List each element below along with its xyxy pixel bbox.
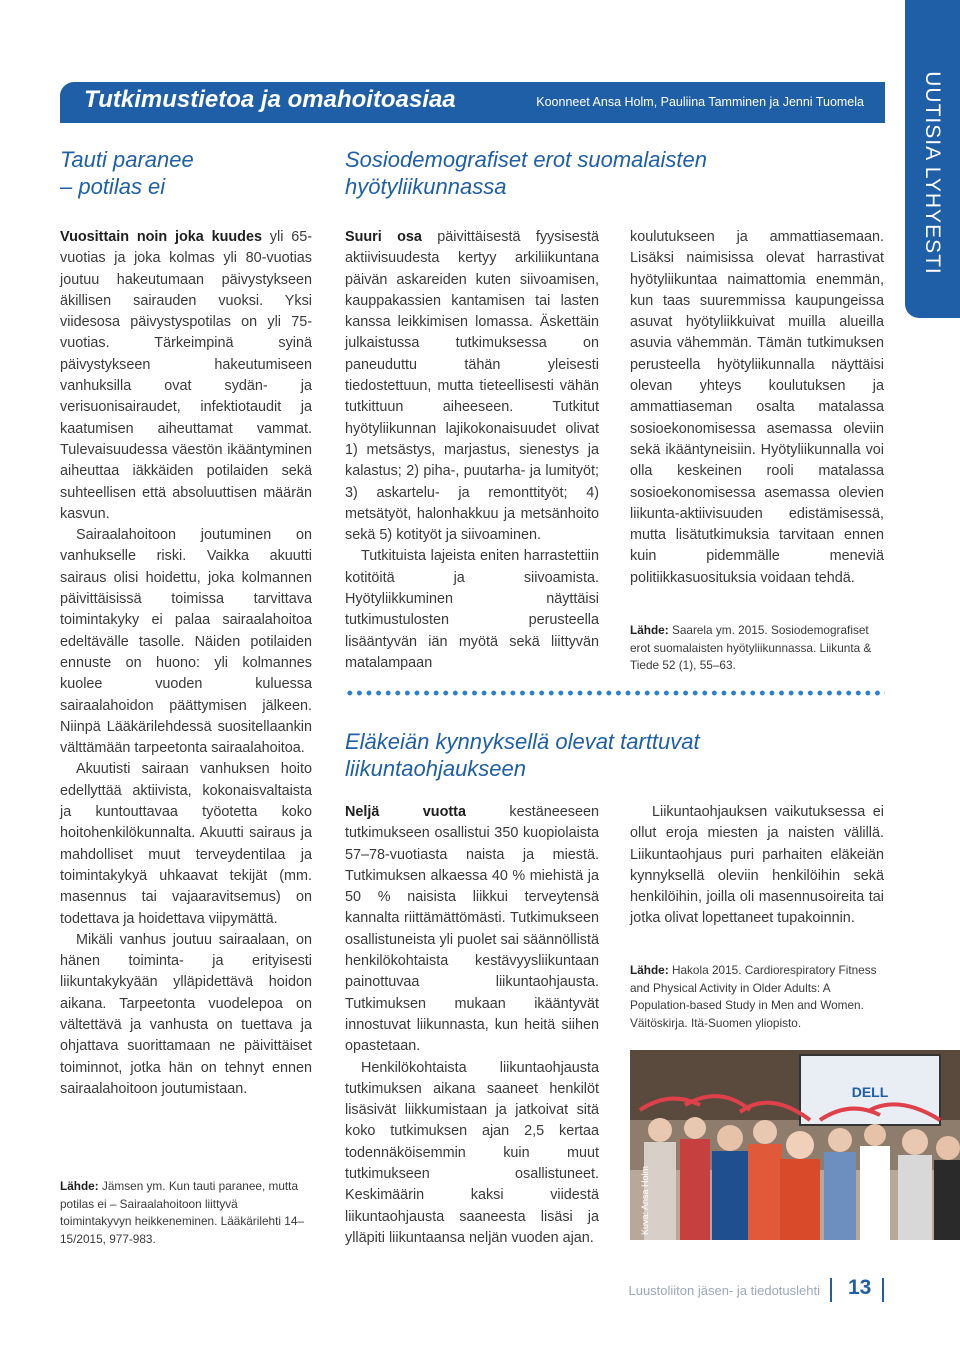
article1-paragraph3: Akuutisti sairaan vanhuksen hoito edellyttää aktiivista, kokonaisvaltaista ja kuntouttavaa työotetta koko hoitohenkilökunnalta. Akuutti sairaus ja mahdolliset muut terveydentilaa ja toimintakykyä uhkaavat tekijät (mm. masennus tai vajaaravitsemus) on todettava ja hoidettava viipymättä.: [60, 761, 312, 927]
article3-source-text: Hakola 2015. Cardiorespiratory Fitness and Physical Activity in Older Adults: A Population-based Study in Men and Women. Väitöskirja. Itä-Suomen yliopisto.: [630, 963, 877, 1030]
article3-source-label: Lähde:: [630, 963, 669, 977]
article1-heading: [60, 146, 194, 200]
dotted-divider: [345, 690, 885, 696]
article3-heading-line1: Eläkeiän kynnyksellä olevat tarttuvat: [345, 729, 700, 754]
article1-source: [60, 1178, 312, 1248]
article1-lead: Vuosittain noin joka kuudes: [60, 229, 262, 245]
footer-divider-right: [882, 1278, 884, 1302]
article1-paragraph2: Sairaalahoitoon joutuminen on vanhukselle riski. Vaikka akuutti sairaus olisi hoidettu, joka kolmannen päivittäisissä toimissa tarvittava toimintakyky ei palaa sairaalahoitoa edeltävälle tasolle. Näiden potilaiden ennuste on huono: yli kolmannes kuolee vuoden kuluessa sairaalahoidon päättymisen jälkeen. Niinpä Lääkärilehdessä suositellaankin välttämään tarpeetonta sairaalahoitoa.: [60, 527, 312, 757]
article2-heading-line2: hyötyliikunnassa: [345, 174, 507, 199]
article2-heading-line1: Sosiodemografiset erot suomalaisten: [345, 147, 707, 172]
article2-source-label: Lähde:: [630, 623, 669, 637]
publication-name: Luustoliiton jäsen- ja tiedotuslehti: [628, 1283, 820, 1298]
page-number: 13: [848, 1276, 872, 1299]
article1-heading-line1: Tauti paranee: [60, 147, 194, 172]
article2-body-left: [345, 227, 599, 674]
article2-paragraph1: päivittäisestä fyysisestä aktiivisuudesta kertyy arkiliikuntana päivän askareiden kuten siivoamisen, kauppakassien kantamisen tai lasten kanssa leikkimisen lomassa. Äskettäin julkaistussa tutkimuksessa on paneuduttu tähän yleisesti tiedostettuun, mutta tieteellisesti vähän tutkittuun aiheeseen. Tutkitut hyötyliikunnan lajikokonaisuudet olivat 1) metsästys, marjastus, sienestys ja kalastus; 2) piha-, puutarha- ja lumityöt; 3) askartelu- ja remonttityöt; 4) metsätyöt, halonhakkuu ja metsänhoito sekä 5) kotityöt ja siivoaminen.: [345, 229, 600, 544]
article2-paragraph3: koulutukseen ja ammattiasemaan. Lisäksi naimisissa olevat harrastivat hyötyliikuntaa naimattomia enemmän, kun taas suuremmissa kaupungeissa asuvat hyötyliikkuivat muilla alueilla asuvia vähemmän. Tämän tutkimuksen perusteella hyötyliikunnalla näyttäisi olevan yhteys koulutuksen ja ammattiaseman osalta matalassa sosioekonomisessa asemassa oleviin sekä ikääntyneisiin. Hyötyliikunnalla voi olla keskeinen rooli matalassa sosioekonomisessa asemassa olevien liikunta-aktiivisuuden edistämisessä, mutta lisätutkimuksia tarvitaan ennen kuin pidemmälle meneviä politiikkasuosituksia voidaan tehdä.: [630, 229, 884, 586]
article3-heading: [345, 728, 700, 782]
article2-heading: [345, 146, 707, 200]
photo-credit: Kuva: Ansa Holm: [640, 1165, 650, 1235]
article3-heading-line2: liikuntaohjaukseen: [345, 756, 527, 781]
exercise-photo: [630, 1050, 960, 1240]
article3-paragraph1: kestäneeseen tutkimukseen osallistui 350 kuopiolaista 57–78-vuotiasta naista ja miestä. Tutkimuksen alkaessa 40 % miehistä ja 50 % naisista liikkui terveytensä kannalta riittämättömästi. Tutkimukseen osallistuneista yli puolet sai säännöllistä henkilökohtaista kestävyysliikuntaan painottuvaa liikuntaohjausta. Tutkimuksen mukaan ikääntyvät innostuvat liikunnasta, kun heitä siihen opastetaan.: [345, 804, 599, 1055]
article3-paragraph2: Henkilökohtaista liikuntaohjausta tutkimuksen aikana saaneet henkilöt lisäsivät liikkumistaan ja jatkoivat sitä koko tutkimuksen ajan 2,5 kertaa todennäköisemmin kuin muut tutkimukseen osallistuneet. Keskimäärin kaksi viidestä liikuntaohjausta saaneesta lisäsi ja ylläpiti liikuntaansa neljän vuoden ajan.: [345, 1059, 599, 1246]
section-title: Tutkimustietoa ja omahoitoasiaa: [84, 86, 456, 113]
side-tab-label: UUTISIA LYHYESTI: [921, 71, 944, 275]
article2-source-text: Saarela ym. 2015. Sosiodemografiset erot suomalaisten hyötyliikunnassa. Liikunta & Tiede 52 (1), 55–63.: [630, 623, 872, 673]
article1-source-text: Jämsen ym. Kun tauti paranee, mutta potilas ei – Sairaalahoitoon liittyvä toimintakyvyn heikkeneminen. Lääkärilehti 14–15/2015, 977-983.: [60, 1179, 304, 1246]
article3-body-left: [345, 802, 599, 1249]
article3-source: [630, 962, 886, 1032]
article1-paragraph1: yli 65-vuotias ja joka kolmas yli 80-vuotias joutuu hakeutumaan päivystykseen äkillisen sairauden vuoksi. Yksi viidesosa päivystyspotilas on yli 75-vuotias. Tärkeimpinä syinä päivystykseen hakeutumiseen vanhuksilla ovat sydän- ja verisuonisairaudet, infektiotaudit ja kaatumisen aiheuttamat vammat. Tulevaisuudessa väestön ikääntyminen aiheuttaa iäkkäiden potilaiden sekä suhteellisen että absoluuttisen määrän kasvun.: [60, 229, 312, 522]
article2-lead: Suuri osa: [345, 229, 422, 245]
article3-paragraph3: Liikuntaohjauksen vaikutuksessa ei ollut eroja miesten ja naisten välillä. Liikuntaohjaus puri parhaiten eläkeiän kynnyksellä oleviin henkilöihin sekä henkilöihin, joilla oli masennusoireita tai jotka olivat lopettaneet tupakoinnin.: [630, 804, 884, 927]
article2-body-right: [630, 227, 884, 589]
screen-logo: DELL: [851, 1084, 889, 1100]
article2-source: [630, 622, 886, 675]
article1-paragraph4: Mikäli vanhus joutuu sairaalaan, on hänen toiminta- ja erityisesti liikuntakykyään ylläpidettävä hoidon aikana. Tarpeetonta vuodelepoa on vältettävä ja vanhusta on tuettava ja ohjattava suorittamaan ne päivittäiset toiminnot, jotka hän on tehnyt ennen sairaalahoitoon joutumistaan.: [60, 931, 312, 1097]
article3-lead: Neljä vuotta: [345, 804, 466, 820]
article1-body: [60, 227, 312, 1100]
footer-divider-left: [830, 1278, 832, 1302]
article1-source-label: Lähde:: [60, 1179, 99, 1193]
authors-line: Koonneet Ansa Holm, Pauliina Tamminen ja Jenni Tuomela: [536, 95, 864, 109]
article1-heading-line2: – potilas ei: [60, 174, 166, 199]
article2-paragraph2: Tutkituista lajeista eniten harrastettiin kotitöitä ja siivoamista. Hyötyliikkuminen näyttäisi tutkimustulosten perusteella lisääntyvän iän myötä sekä liittyvän matalampaan: [345, 548, 599, 671]
article3-body-right: [630, 802, 884, 930]
